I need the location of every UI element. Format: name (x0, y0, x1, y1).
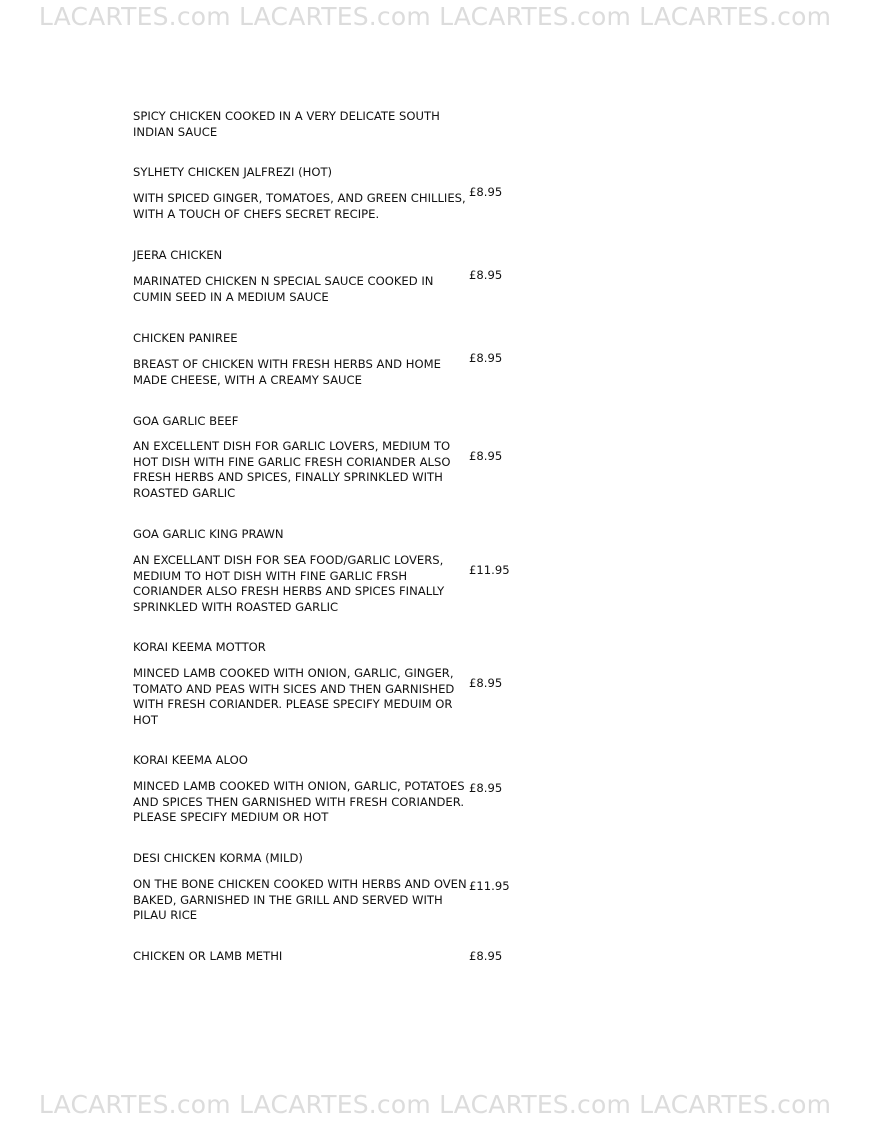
item-name-chicken-paniree: CHICKEN PANIREE (133, 331, 238, 345)
item-desc-desi-chicken-korma: ON THE BONE CHICKEN COOKED WITH HERBS AND OVEN BAKED, GARNISHED IN THE GRILL AND SERVED WITH PILAU RICE (133, 877, 467, 922)
item-price-korai-keema-aloo: £8.95 (469, 781, 503, 795)
item-desc-jalfrezi: WITH SPICED GINGER, TOMATOES, AND GREEN CHILLIES, WITH A TOUCH OF CHEFS SECRET RECIPE. (133, 191, 466, 221)
item-name-goa-garlic-king-prawn: GOA GARLIC KING PRAWN (133, 527, 284, 541)
item-name-desi-chicken-korma: DESI CHICKEN KORMA (MILD) (133, 851, 303, 865)
item-desc-korai-keema-aloo: MINCED LAMB COOKED WITH ONION, GARLIC, POTATOES AND SPICES THEN GARNISHED WITH FRESH CORIANDER. PLEASE SPECIFY MEDIUM OR HOT (133, 779, 465, 824)
item-price-goa-garlic-king-prawn: £11.95 (469, 563, 510, 577)
item-name-jeera-chicken: JEERA CHICKEN (133, 248, 223, 262)
item-desc-goa-garlic-king-prawn: AN EXCELLANT DISH FOR SEA FOOD/GARLIC LOVERS, MEDIUM TO HOT DISH WITH FINE GARLIC FRSH CORIANDER ALSO FRESH HERBS AND SPICES FINALLY SPRINKLED WITH ROASTED GARLIC (133, 553, 445, 614)
item-price-chicken-paniree: £8.95 (469, 351, 503, 365)
item-name-chicken-or-lamb-methi: CHICKEN OR LAMB METHI (133, 949, 283, 963)
item-name-jalfrezi: SYLHETY CHICKEN JALFREZI (HOT) (133, 165, 333, 179)
item-price-goa-garlic-beef: £8.95 (469, 449, 503, 463)
item-desc-goa-garlic-beef: AN EXCELLENT DISH FOR GARLIC LOVERS, MEDIUM TO HOT DISH WITH FINE GARLIC FRESH CORIANDER ALSO FRESH HERBS AND SPICES, FINALLY SPRINKLED WITH ROASTED GARLIC (133, 439, 451, 500)
item-name-goa-garlic-beef: GOA GARLIC BEEF (133, 414, 239, 428)
item-name-korai-keema-mottor: KORAI KEEMA MOTTOR (133, 640, 266, 654)
item-price-chicken-or-lamb-methi: £8.95 (469, 949, 503, 963)
item-desc-jeera-chicken: MARINATED CHICKEN N SPECIAL SAUCE COOKED IN CUMIN SEED IN A MEDIUM SAUCE (133, 274, 434, 304)
item-price-jeera-chicken: £8.95 (469, 268, 503, 282)
watermark-top: LACARTES.com LACARTES.com LACARTES.com LACARTES.com (38, 2, 832, 31)
item-price-desi-chicken-korma: £11.95 (469, 879, 510, 893)
item-desc-chicken-paniree: BREAST OF CHICKEN WITH FRESH HERBS AND HOME MADE CHEESE, WITH A CREAMY SAUCE (133, 357, 441, 387)
item-price-korai-keema-mottor: £8.95 (469, 676, 503, 690)
item-desc-korai-keema-mottor: MINCED LAMB COOKED WITH ONION, GARLIC, GINGER, TOMATO AND PEAS WITH SICES AND THEN GARNISHED WITH FRESH CORIANDER. PLEASE SPECIFY MEDUIM OR HOT (133, 666, 455, 727)
watermark-bottom: LACARTES.com LACARTES.com LACARTES.com LACARTES.com (38, 1090, 832, 1119)
intro-description: SPICY CHICKEN COOKED IN A VERY DELICATE SOUTH INDIAN SAUCE (133, 109, 440, 139)
item-name-korai-keema-aloo: KORAI KEEMA ALOO (133, 753, 248, 767)
item-price-jalfrezi: £8.95 (469, 185, 503, 199)
